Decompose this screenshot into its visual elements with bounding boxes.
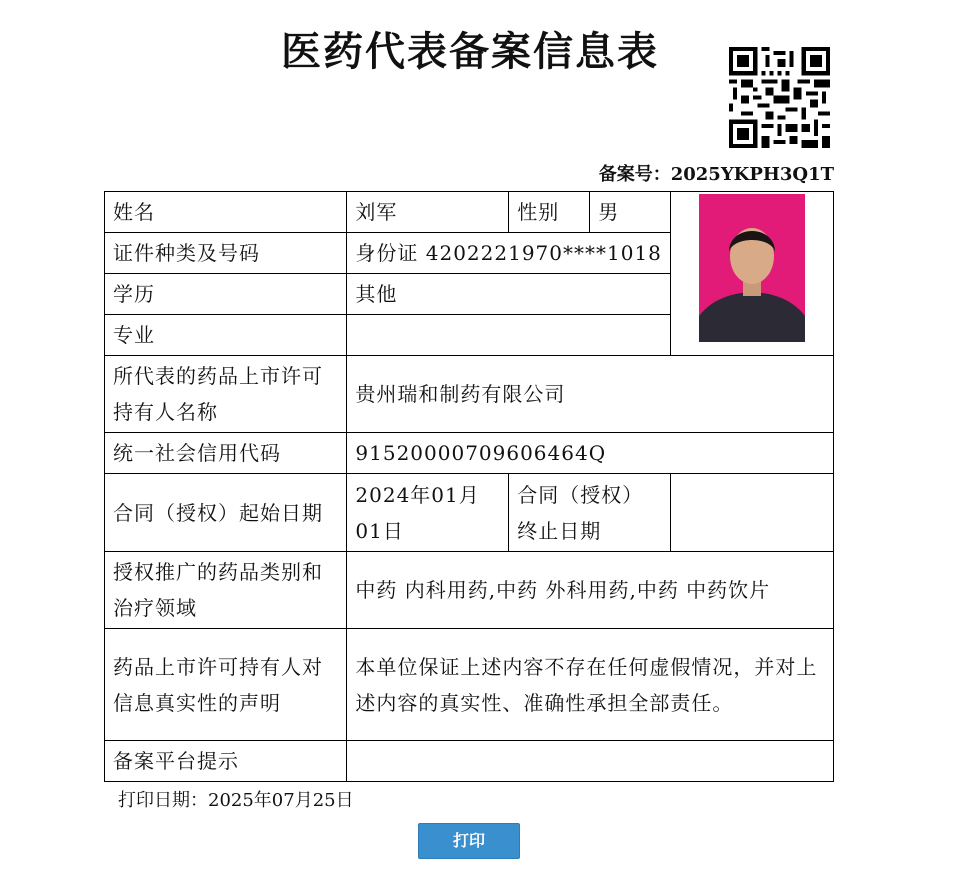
id-value: 身份证 4202221970****1018 — [347, 233, 671, 274]
portrait-photo — [699, 194, 805, 342]
declaration-value: 本单位保证上述内容不存在任何虚假情况，并对上述内容的真实性、准确性承担全部责任。 — [347, 629, 834, 741]
education-value: 其他 — [347, 274, 671, 315]
name-label: 姓名 — [105, 192, 347, 233]
info-form-table — [104, 191, 834, 782]
contract-start-value: 2024年01月01日 — [347, 474, 509, 552]
scope-value: 中药 内科用药,中药 外科用药,中药 中药饮片 — [347, 552, 834, 629]
major-label: 专业 — [105, 315, 347, 356]
holder-label: 所代表的药品上市许可持有人名称 — [105, 356, 347, 433]
record-number-value: 2025YKPH3Q1T — [670, 164, 834, 185]
credit-code-value: 91520000709606464Q — [347, 433, 834, 474]
id-label: 证件种类及号码 — [105, 233, 347, 274]
contract-start-label: 合同（授权）起始日期 — [105, 474, 347, 552]
gender-label: 性别 — [509, 192, 590, 233]
record-number-label: 备案号： — [598, 164, 671, 185]
contract-end-value — [671, 474, 834, 552]
gender-value: 男 — [590, 192, 671, 233]
name-value: 刘军 — [347, 192, 509, 233]
page-title: 医药代表备案信息表 — [281, 28, 659, 75]
scope-label: 授权推广的药品类别和治疗领域 — [105, 552, 347, 629]
contract-end-label: 合同（授权）终止日期 — [509, 474, 671, 552]
print-button[interactable]: 打印 — [418, 823, 520, 859]
holder-value: 贵州瑞和制药有限公司 — [347, 356, 834, 433]
platform-tip-label: 备案平台提示 — [105, 741, 347, 782]
credit-code-label: 统一社会信用代码 — [105, 433, 347, 474]
record-number — [599, 160, 834, 186]
photo-cell — [671, 192, 834, 356]
major-value — [347, 315, 671, 356]
qr-code-icon — [729, 47, 830, 148]
education-label: 学历 — [105, 274, 347, 315]
print-date: 打印日期：2025年07月25日 — [118, 790, 354, 811]
platform-tip-value — [347, 741, 834, 782]
declaration-label: 药品上市许可持有人对信息真实性的声明 — [105, 629, 347, 741]
